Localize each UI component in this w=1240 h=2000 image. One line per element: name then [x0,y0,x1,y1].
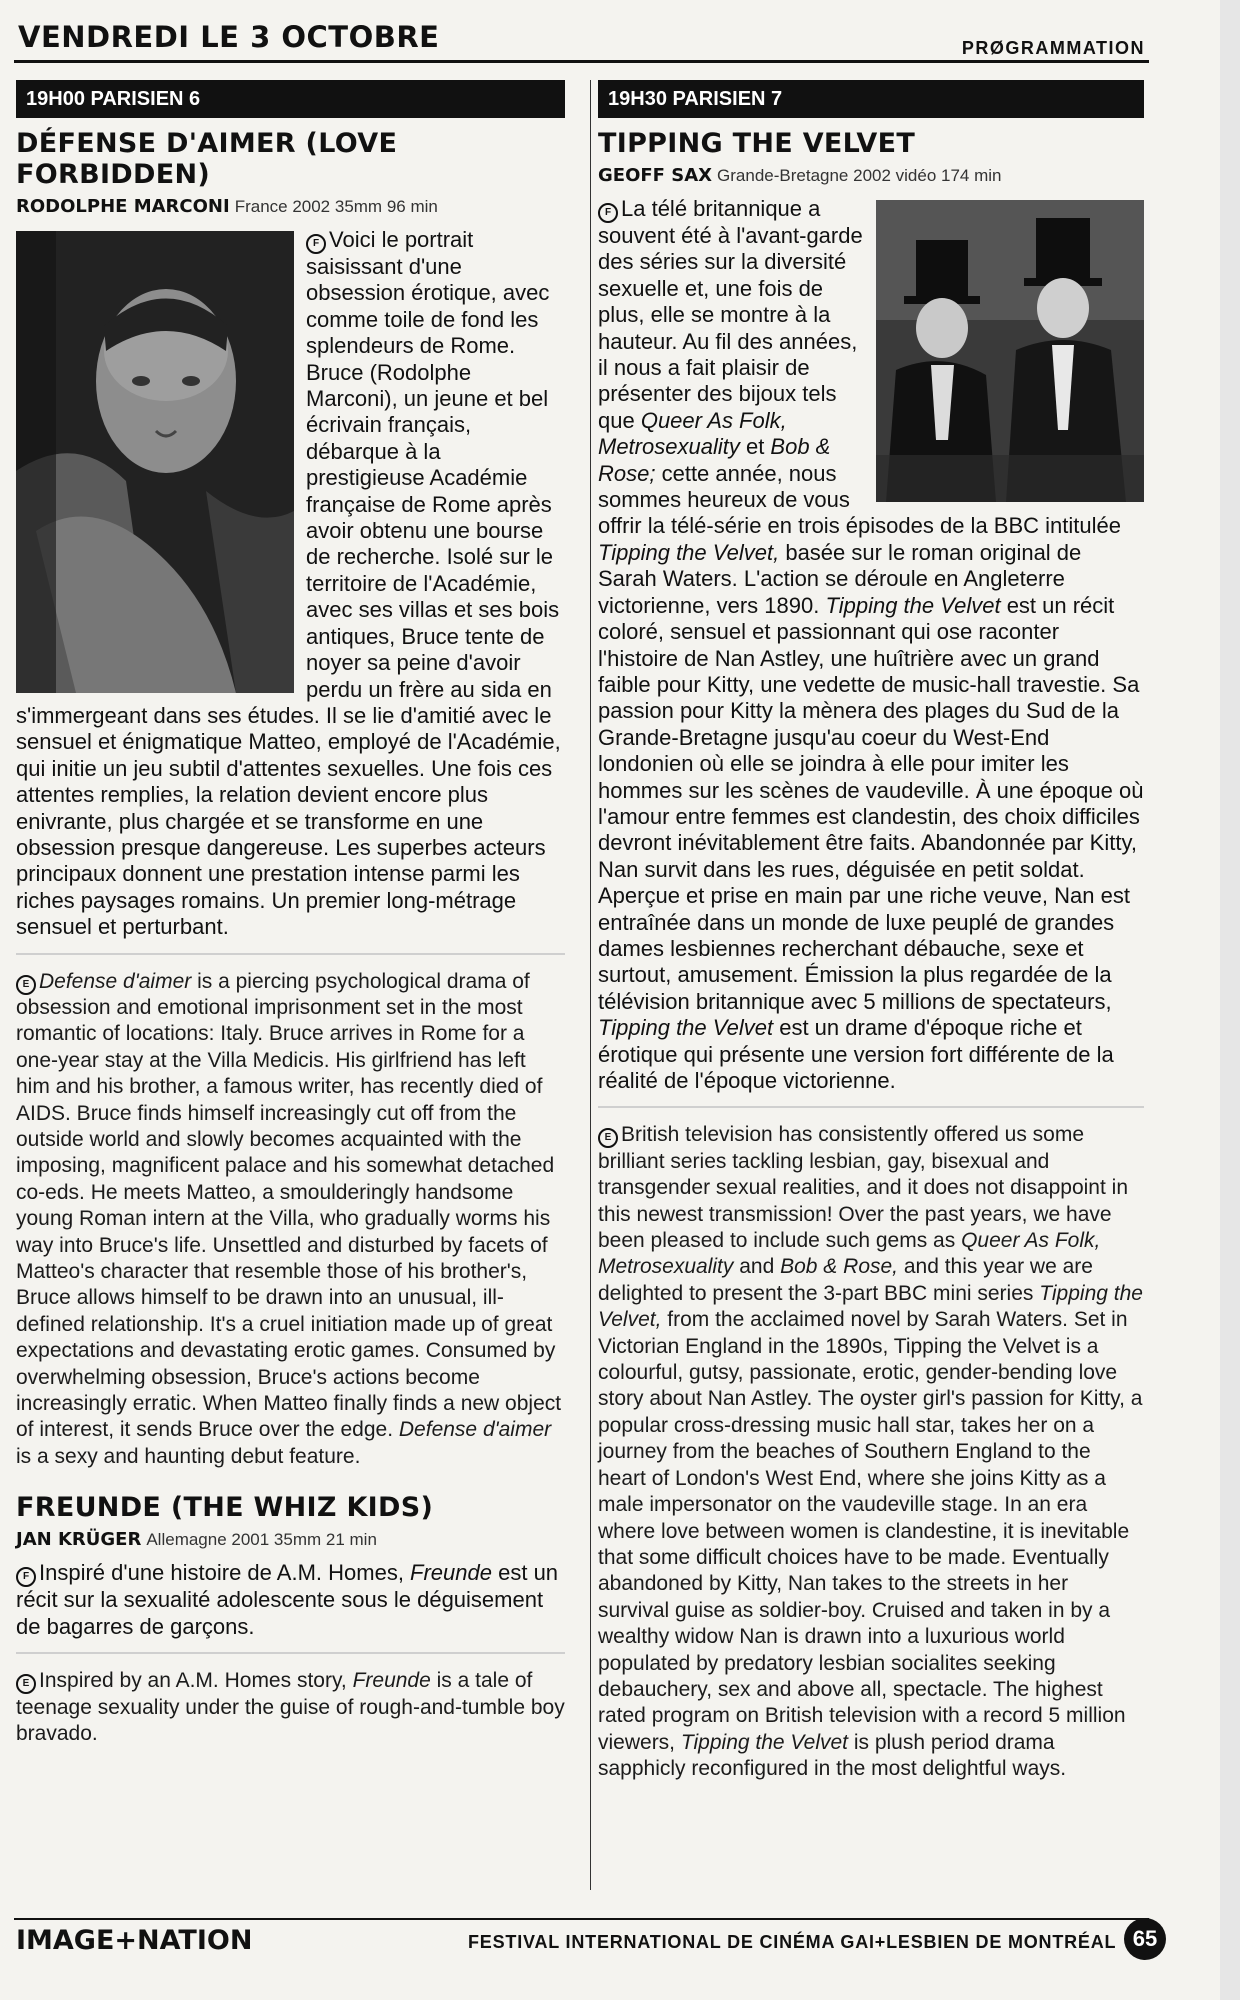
festival-name: FESTIVAL INTERNATIONAL DE CINÉMA GAI+LESBIEN DE MONTRÉAL [468,1932,1117,1952]
film-title: DÉFENSE D'AIMER (LOVE FORBIDDEN) [16,128,398,190]
screening-bar [598,80,1144,118]
film-still-velvet [876,200,1144,502]
film-desc-fr: F Inspiré d'une histoire de A.M. Homes, Freunde est un récit sur la sexualité adolescente sous le déguisement de bagarres de garçons. [16,1560,559,1639]
fr-lang-icon: F [16,1567,36,1587]
film-desc-en: E Defense d'aimer is a piercing psychological drama of obsession and emotional imprisonment set in the most romantic of locations: Italy. Bruce arrives in Rome for a one-year stay at the Villa Medicis. His girlfriend has left him and his brother, a famous writer, has recently died of AIDS. Bruce finds himself increasingly cut off from the outside world and slowly becomes acquainted with the imposing, magnificent palace and his somewhat detached co-eds. He meets Matteo, a smoulderingly handsome young Roman intern at the Villa, who gradually worms his way into Bruce's life. Unsettled and disturbed by facets of Matteo's character that resemble those of his brother's, Bruce allows himself to be drawn into an unusual, ill-defined relationship. It's a cruel initiation made up of great expectations and devastating erotic games. Consumed by overwhelming obsession, Bruce's actions become increasingly erratic. When Matteo finally finds a new object of interest, it sends Bruce over the edge. Defense d'aimer is a sexy and haunting debut feature. [16,969,562,1468]
screening-left [16,80,565,1747]
fr-lang-icon: F [598,203,618,223]
screening-right [598,80,1144,1783]
film-title: FREUNDE (THE WHIZ KIDS) [16,1492,434,1524]
film-director: GEOFF SAX [598,165,713,186]
film-info: Allemagne 2001 35mm 21 min [146,1530,377,1550]
film-title: TIPPING THE VELVET [598,128,916,159]
screening-venue: PARISIEN 7 [672,88,783,110]
film-desc-fr: F Voici le portrait saisissant d'une obsession érotique, avec comme toile de fond les splendeurs de Rome. Bruce (Rodolphe Marconi), un jeune et bel écrivain français, débarque à la prestigieuse Académie française de Rome après avoir obtenu une bourse de recherche. Isolé sur le territoire de l'Académie, avec ses villas et ses bois antiques, Bruce tente de noyer sa peine d'avoir perdu un frère au sida en s'immergeant dans ses études. Il se lie d'amitié avec le sensuel et énigmatique Matteo, employé de l'Académie, qui initie un jeu subtil d'attentes sexuelles. Une fois ces attentes remplies, la relation devient encore plus enivrante, plus chargée et se transforme en une obsession presque dangereuse. Les superbes acteurs principaux donnent une prestation intense parmi les riches paysages romains. Un premier long-métrage sensuel et perturbant. [16,227,561,940]
film-info: France 2002 35mm 96 min [234,197,438,216]
publication-name: IMAGE+NATION [16,1925,253,1956]
en-lang-icon: E [16,975,36,995]
film-desc-en: E British television has consistently offered us some brilliant series tackling lesbian, gay, bisexual and transgender sexual realities, and it does not disappoint in this newest transmission! Over the past years, we have been pleased to include such gems as Queer As Folk, Metrosexuality and Bob & Rose, and this year we are delighted to present the 3-part BBC mini series Tipping the Velvet, from the acclaimed novel by Sarah Waters. Set in Victorian England in the 1890s, Tipping the Velvet is a colourful, gutsy, passionate, erotic, gender-bending love story about Nan Astley. The oyster girl's passion for Kitty, a popular cross-dressing music hall star, takes her on a journey from the beaches of Southern England to the heart of London's West End, where she joins Kitty as a male impersonator on the vaudeville stage. In an era where love between women is clandestine, it is inevitable that some difficult choices have to be made. Eventually abandoned by Kitty, Nan takes to the streets in her survival guise as soldier-boy. Cruised and taken in by a wealthy widow Nan is drawn into a luxurious world populated by predatory lesbian socialites seeking debauchery, sex and above all, spectacle. The highest rated program on British television with a record 5 million viewers, Tipping the Velvet is plush period drama sapphicly reconfigured in the most delightful ways. [598,1123,1143,1781]
screening-venue: PARISIEN 6 [90,88,201,110]
film-credit [16,1529,565,1550]
header-rule [14,60,1149,63]
film-still-defense [16,231,294,693]
lang-divider [16,1652,565,1654]
fr-lang-icon: F [306,234,326,254]
film-credit [598,165,1144,186]
screening-time: 19H30 [608,88,667,110]
column-divider [590,80,591,1890]
footer-rule [14,1918,1149,1920]
film-credit [16,196,565,217]
en-lang-icon: E [16,1674,36,1694]
film-desc-fr: F La télé britannique a souvent été à l'avant-garde des séries sur la diversité sexuelle et, une fois de plus, elle se montre à la hauteur. Au fil des années, il nous a fait plaisir de présenter des bijoux tels que Queer As Folk, Metrosexuality et Bob & Rose; cette année, nous sommes heureux de vous offrir la télé-série en trois épisodes de la BBC intitulée Tipping the Velvet, basée sur le roman original de Sarah Waters. L'action se déroule en Angleterre victorienne, vers 1890. Tipping the Velvet est un récit coloré, sensuel et passionnant qui ose raconter l'histoire de Nan Astley, une huîtrière avec un grand faible pour Kitty, une vedette de music-hall travestie. Sa passion pour Kitty la mènera des plages du Sud de la Grande-Bretagne jusqu'au coeur du West-End londonien où elle se joindra à elle pour imiter les hommes sur les scènes de vaudeville. À une époque où l'amour entre femmes est clandestin, des choix difficiles devront inévitablement être faits. Abandonnée par Kitty, Nan survit dans les rues, déguisée en petit soldat. Aperçue et prise en main par une riche veuve, Nan est entraînée dans un monde de luxe peuplé de grandes dames lesbiennes recherchant débauche, sexe et surtout, amusement. Émission la plus regardée de la télévision britannique avec 5 millions de spectateurs, Tipping the Velvet est un drame d'époque riche et érotique qui présente une version fort différente de la réalité de l'époque victorienne. [598,196,1144,1093]
film-desc-en: E Inspired by an A.M. Homes story, Freunde is a tale of teenage sexuality under the guise of rough-and-tumble boy bravado. [16,1669,565,1745]
film-director: RODOLPHE MARCONI [16,196,230,217]
page-edge [1220,0,1240,2000]
lang-divider [598,1106,1144,1108]
screening-time: 19H00 [26,88,85,110]
lang-divider [16,953,565,955]
page-number: 65 [1124,1918,1166,1960]
page-date: VENDREDI LE 3 OCTOBRE [18,20,440,54]
en-lang-icon: E [598,1128,618,1148]
film-director: JAN KRÜGER [16,1529,142,1551]
section-label: PRØGRAMMATION [961,38,1145,58]
screening-bar [16,80,565,118]
film-info: Grande-Bretagne 2002 vidéo 174 min [717,166,1002,185]
